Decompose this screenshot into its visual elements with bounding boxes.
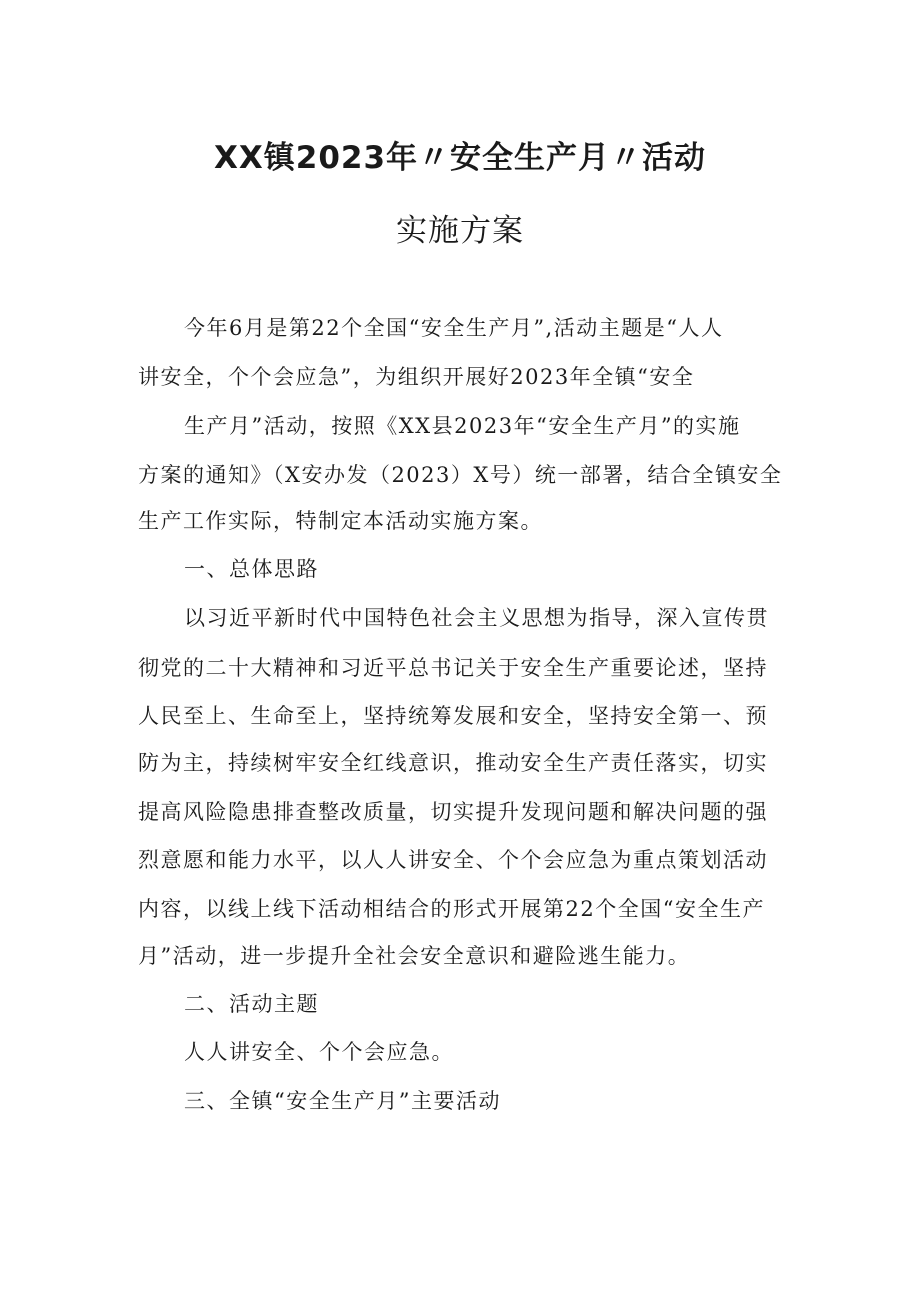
- section-heading: 二、活动主题: [184, 992, 319, 1016]
- paragraph-line: 人民至上、生命至上，坚持统筹发展和安全，坚持安全第一、预: [138, 704, 768, 728]
- paragraph-line: 提高风险隐患排查整改质量，切实提升发现问题和解决问题的强: [138, 800, 768, 824]
- section-heading: 三、全镇“安全生产月”主要活动: [184, 1089, 501, 1113]
- paragraph-line: 方案的通知》（X安办发（2023）X号）统一部署，结合全镇安全: [138, 463, 783, 487]
- document-title-line-1: XX镇2023年〃安全生产月〃活动: [213, 140, 707, 176]
- paragraph-line: 生产月”活动，按照《XX县2023年“安全生产月”的实施: [184, 414, 741, 438]
- paragraph-line: 人人讲安全、个个会应急。: [184, 1040, 454, 1064]
- section-heading: 一、总体思路: [184, 557, 319, 581]
- paragraph-line: 今年6月是第22个全国“安全生产月”,活动主题是“人人: [184, 316, 724, 340]
- document-title-line-2: 实施方案: [396, 213, 524, 249]
- paragraph-line: 讲安全，个个会应急”，为组织开展好2023年全镇“安全: [138, 365, 695, 389]
- paragraph-line: 生产工作实际，特制定本活动实施方案。: [138, 509, 543, 533]
- paragraph-line: 以习近平新时代中国特色社会主义思想为指导，深入宣传贯: [184, 606, 769, 630]
- paragraph-line: 烈意愿和能力水平，以人人讲安全、个个会应急为重点策划活动: [138, 848, 768, 872]
- paragraph-line: 内容，以线上线下活动相结合的形式开展第22个全国“安全生产: [138, 897, 765, 921]
- paragraph-line: 防为主，持续树牢安全红线意识，推动安全生产责任落实，切实: [138, 751, 768, 775]
- paragraph-line: 月”活动，进一步提升全社会安全意识和避险逃生能力。: [138, 944, 691, 968]
- paragraph-line: 彻党的二十大精神和习近平总书记关于安全生产重要论述，坚持: [138, 656, 768, 680]
